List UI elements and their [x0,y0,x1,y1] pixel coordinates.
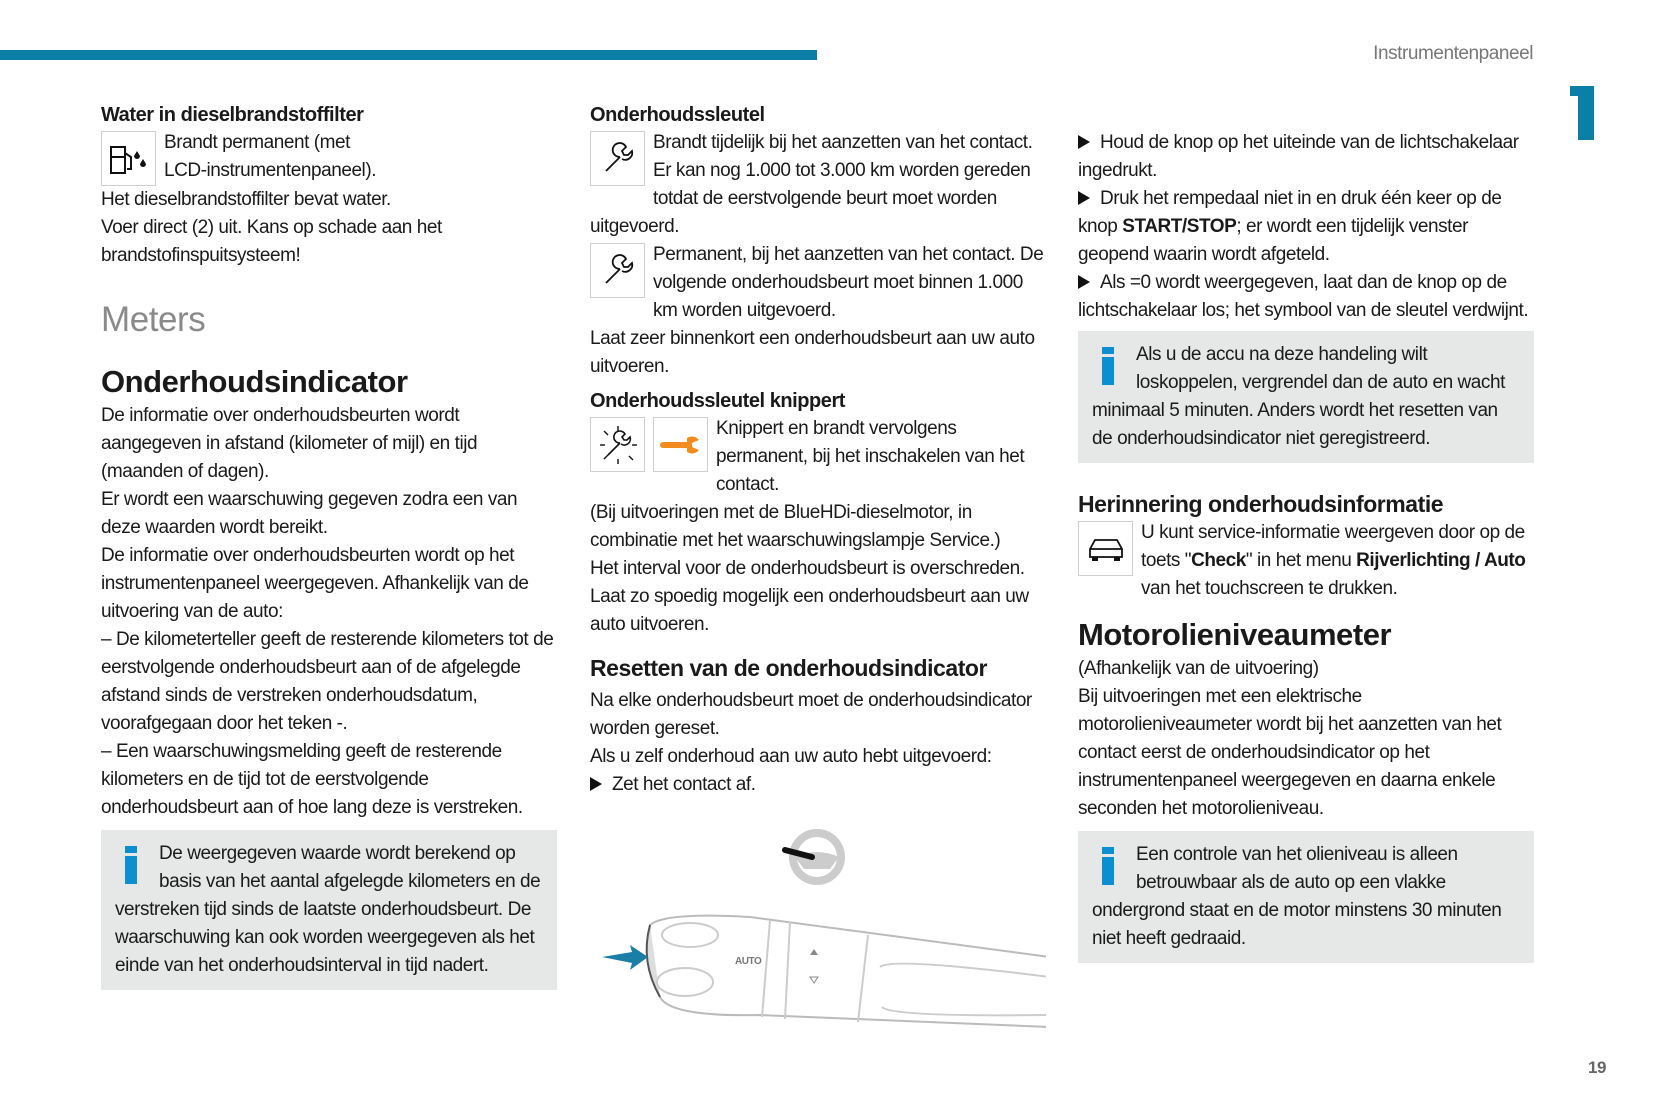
reset-heading: Resetten van de onderhoudsindicator [590,655,988,681]
steering-wheel-icon [785,833,841,881]
oil-level-heading: Motorolieniveaumeter [1078,617,1392,652]
list-item: – Een waarschuwingsmelding geeft de resterende kilometers en de tijd tot de eerstvolgende onderhoudsbeurt aan of hoe lang deze is verstreken. [101,741,523,818]
info-box [1078,831,1534,963]
info-icon [1102,347,1114,385]
service-key-text-2: Permanent, bij het aanzetten van het contact. De volgende onderhoudsbeurt moet binnen 1.000 km worden uitgevoerd. [653,244,1044,321]
info-box [1078,331,1534,463]
reset-step: Houd de knop op het uiteinde van de lichtschakelaar ingedrukt. [1078,132,1519,181]
water-filter-heading: Water in dieselbrandstoffilter [101,104,364,126]
reminder-heading: Herinnering onderhoudsinformatie [1078,491,1444,517]
meters-heading: Meters [101,300,206,339]
info-icon [125,846,137,884]
service-key-heading: Onderhoudssleutel [590,104,765,126]
bullet-arrow-icon [1078,275,1090,289]
water-line-3: Het dieselbrandstoffilter bevat water. [101,189,391,210]
water-line-1: Brandt permanent (met [164,132,350,153]
info-text: Als u de accu na deze handeling wilt loskoppelen, vergrendel dan de auto en wacht minimaal 5 minuten. Anders wordt het resetten van de onderhoudsindicator niet geregistreerd. [1092,344,1505,449]
wrench-icon [590,243,645,298]
info-text: De weergegeven waarde wordt berekend op basis van het aantal afgelegde kilometers en de verstreken tijd sinds de laatste onderhoudsbeurt. De waarschuwing kan ook worden weergegeven als het einde van het onderhoudsinterval in tijd nadert. [115,843,541,976]
light-switch-illustration [590,817,1046,1043]
reset-step: Als =0 wordt weergegeven, laat dan de knop op de lichtschakelaar los; het symbool van de sleutel verdwijnt. [1078,272,1529,321]
wrench-icon [590,131,645,186]
car-icon [1078,521,1133,576]
info-box [101,830,557,990]
service-key-text-3: Laat zeer binnenkort een onderhoudsbeurt aan uw auto uitvoeren. [590,328,1035,377]
column-right [1078,129,1534,963]
maintenance-indicator-heading: Onderhoudsindicator [101,364,408,399]
blinking-text-3: Het interval voor de onderhoudsbeurt is overschreden. [590,558,1025,579]
bullet-arrow-icon [1078,191,1090,205]
oil-text-2: Bij uitvoeringen met een elektrische motorolieniveaumeter wordt bij het aanzetten van het contact eerst de onderhoudsindicator op het instrumentenpaneel weergegeven en daarna enkele seconden het motorolieniveau. [1078,686,1502,819]
orange-wrench-icon [653,417,708,472]
water-line-2: LCD-instrumentenpaneel). [164,160,377,181]
reminder-text: U kunt service-informatie weergeven door op de toets "Check" in het menu Rijverlichting / Auto van het touchscreen te drukken. [1141,522,1526,599]
oil-text-1: (Afhankelijk van de uitvoering) [1078,658,1319,679]
header-accent-bar [0,50,817,60]
paragraph: De informatie over onderhoudsbeurten wordt op het instrumentenpaneel weergegeven. Afhankelijk van de uitvoering van de auto: [101,545,529,622]
blinking-key-heading: Onderhoudssleutel knippert [590,390,845,412]
page-number: 19 [1588,1058,1607,1077]
bullet-arrow-icon [1078,135,1090,149]
chapter-marker [1578,86,1594,140]
reset-text-1: Na elke onderhoudsbeurt moet de onderhoudsindicator worden gereset. [590,690,1032,739]
water-line-4: Voer direct (2) uit. Kans op schade aan het brandstofinspuitsysteem! [101,217,442,266]
column-left [101,101,557,990]
section-title: Instrumentenpaneel [1373,43,1533,64]
blinking-text-2: (Bij uitvoeringen met de BlueHDi-dieselmotor, in combinatie met het waarschuwingslampje Service.) [590,502,1001,551]
reset-text-2: Als u zelf onderhoud aan uw auto hebt uitgevoerd: [590,746,992,767]
fuel-water-icon [101,131,156,186]
blinking-text-1: Knippert en brandt vervolgens permanent, bij het inschakelen van het contact. [716,418,1025,495]
blinking-wrench-icon [590,417,645,472]
column-middle [590,101,1046,1052]
info-icon [1102,847,1114,885]
reset-step: Druk het rempedaal niet in en druk één keer op de knop START/STOP; er wordt een tijdelijk venster geopend waarin wordt afgeteld. [1078,188,1502,265]
service-key-text-1: Brandt tijdelijk bij het aanzetten van het contact. Er kan nog 1.000 tot 3.000 km worden gereden totdat de eerstvolgende beurt moet worden uitgevoerd. [590,132,1033,237]
paragraph: De informatie over onderhoudsbeurten wordt aangegeven in afstand (kilometer of mijl) en tijd (maanden of dagen). [101,405,478,482]
auto-label: AUTO [735,956,762,967]
info-text: Een controle van het olieniveau is alleen betrouwbaar als de auto op een vlakke ondergrond staat en de motor minstens 30 minuten niet heeft gedraaid. [1092,844,1502,949]
arrow-icon [602,945,648,970]
reset-step: Zet het contact af. [590,771,1046,799]
paragraph: Er wordt een waarschuwing gegeven zodra een van deze waarden wordt bereikt. [101,489,518,538]
blinking-text-4: Laat zo spoedig mogelijk een onderhoudsbeurt aan uw auto uitvoeren. [590,586,1029,635]
list-item: – De kilometerteller geeft de resterende kilometers tot de eerstvolgende onderhoudsbeurt aan of de afgelegde afstand sinds de verstreken onderhoudsdatum, voorafgegaan door het teken -. [101,629,554,734]
bullet-arrow-icon [590,777,602,791]
